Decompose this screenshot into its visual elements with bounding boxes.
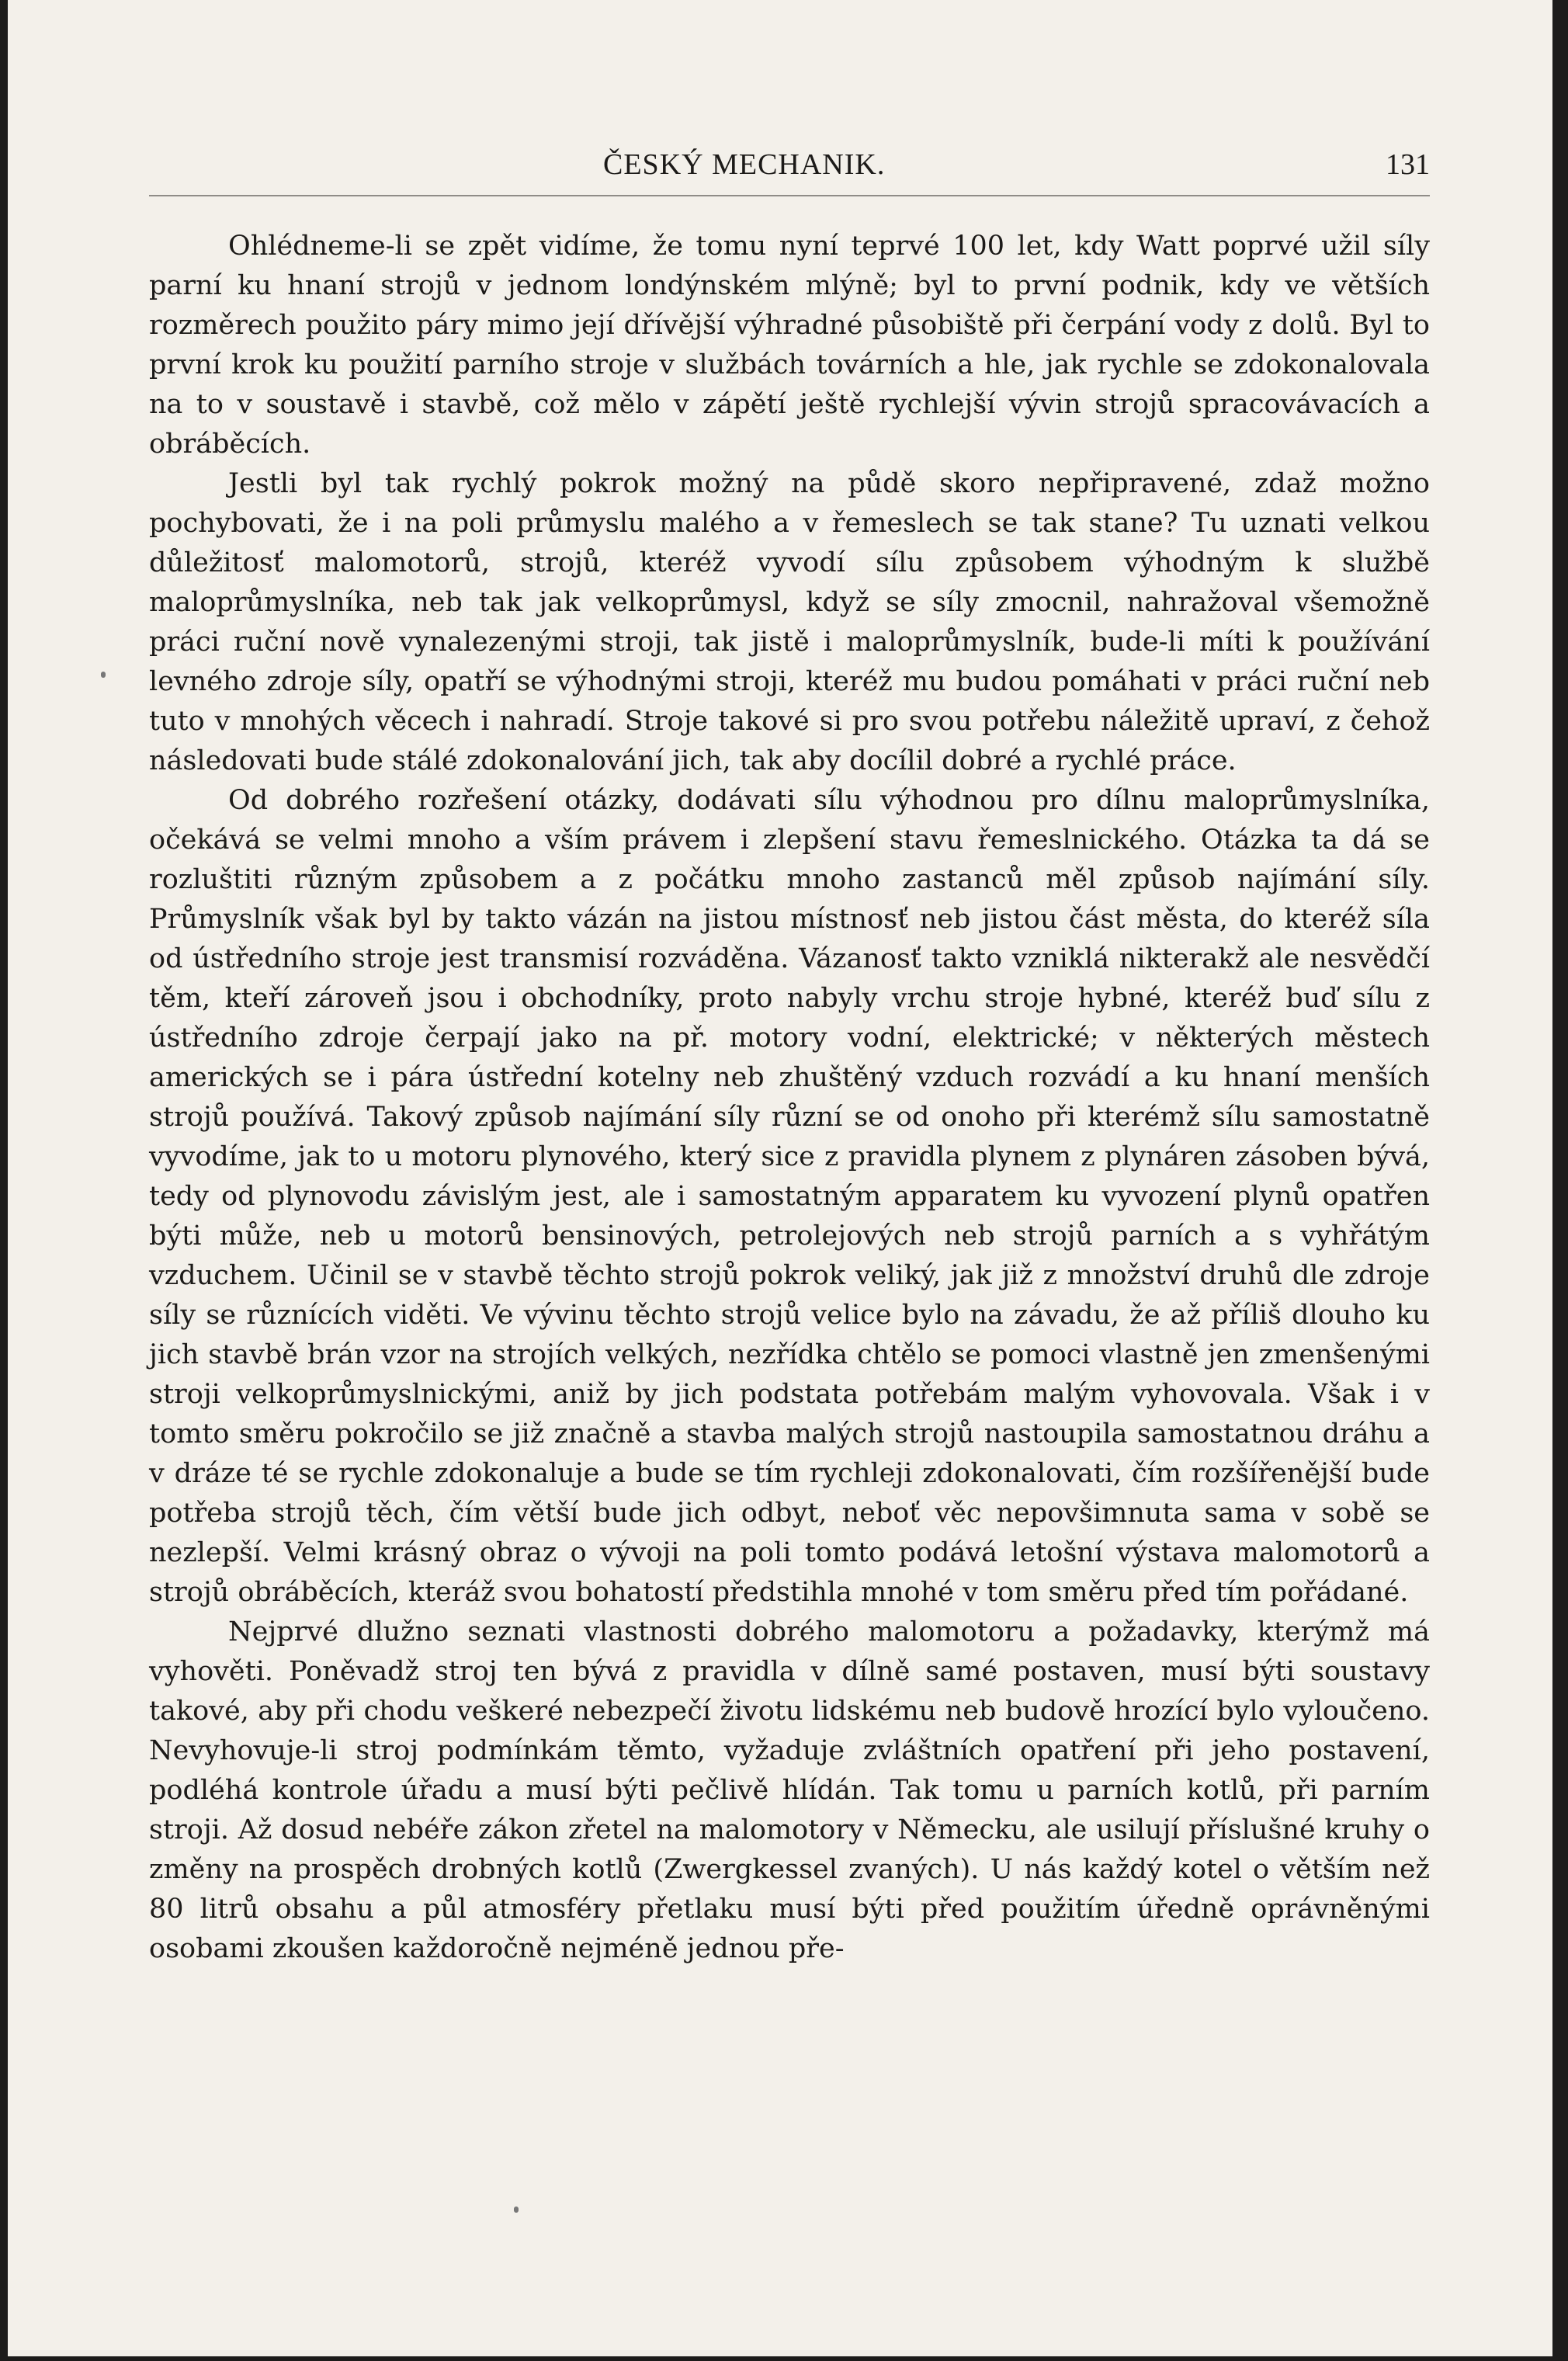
ink-speck xyxy=(101,672,106,678)
page-header xyxy=(149,148,1430,194)
paragraph: Nejprvé dlužno seznati vlastnosti dobrého malomotoru a požadavky, kterýmž má vyhověti. Poněvadž stroj ten bývá z pravidla v dílně samé postaven, musí býti soustavy takové, aby při chodu veškeré nebezpečí životu lidskému neb budově hrozící bylo vyloučeno. Nevyhovuje-li stroj podmínkám těmto, vyžaduje zvláštních opatření při jeho postavení, podléhá kontrole úřadu a musí býti pečlivě hlídán. Tak tomu u parních kotlů, při parním stroji. Až dosud nebéře zákon zřetel na malomotory v Německu, ale usilují příslušné kruhy o změny na prospěch drobných kotlů (Zwergkessel zvaných). U nás každý kotel o větším než 80 litrů obsahu a půl atmosféry přetlaku musí býti před použitím úředně oprávněnými osobami zkoušen každoročně nejméně jednou pře- xyxy=(149,1616,1430,1964)
paragraph: Jestli byl tak rychlý pokrok možný na půdě skoro nepřipravené, zdaž možno pochybovati, že i na poli průmyslu malého a v řemeslech se tak stane? Tu uznati velkou důležitosť malomotorů, strojů, kteréž vyvodí sílu způsobem výhodným k službě maloprůmyslníka, neb tak jak velkoprůmysl, když se síly zmocnil, nahražoval všemožně práci ruční nově vynalezenými stroji, tak jistě i maloprůmyslník, bude-li míti k používání levného zdroje síly, opatří se výhodnými stroji, kteréž mu budou pomáhati v práci ruční neb tuto v mnohých věcech i nahradí. Stroje takové si pro svou potřebu náležitě upraví, z čehož následovati bude stálé zdokonalování jich, tak aby docílil dobré a rychlé práce. xyxy=(149,468,1430,776)
running-title: ČESKÝ MECHANIK. xyxy=(603,148,886,181)
article-body xyxy=(149,227,1430,1969)
paragraph: Ohlédneme-li se zpět vidíme, že tomu nyní teprvé 100 let, kdy Watt poprvé užil síly parní ku hnaní strojů v jednom londýnském mlýně; byl to první podnik, kdy ve větších rozměrech použito páry mimo její dřívější výhradné působiště při čerpání vody z dolů. Byl to první krok ku použití parního stroje v službách továrních a hle, jak rychle se zdokonalovala na to v soustavě i stavbě, což mělo v zápětí ještě rychlejší vývin strojů spracovávacích a obráběcích. xyxy=(149,231,1430,460)
header-rule xyxy=(149,195,1430,196)
ink-speck xyxy=(514,2206,519,2213)
paragraph: Od dobrého rozřešení otázky, dodávati sílu výhodnou pro dílnu maloprůmyslníka, očekává se velmi mnoho a vším právem i zlepšení stavu řemeslnického. Otázka ta dá se rozluštiti různým způsobem a z počátku mnoho zastanců měl způsob najímání síly. Průmyslník však byl by takto vázán na jistou místnosť neb jistou část města, do kteréž síla od ústředního stroje jest transmisí rozváděna. Vázanosť takto vzniklá nikterakž ale nesvědčí těm, kteří zároveň jsou i obchodníky, proto nabyly vrchu stroje hybné, kteréž buď sílu z ústředního zdroje čerpají jako na př. motory vodní, elektrické; v některých městech amerických se i pára ústřední kotelny neb zhuštěný vzduch rozvádí a ku hnaní menších strojů používá. Takový způsob najímání síly různí se od onoho při kterémž sílu samostatně vyvodíme, jak to u motoru plynového, který sice z pravidla plynem z plynáren zásoben bývá, tedy od plynovodu závislým jest, ale i samostatným apparatem ku vyvození plynů opatřen býti může, neb u motorů bensinových, petrolejových neb strojů parních a s vyhřátým vzduchem. Učinil se v stavbě těchto strojů pokrok veliký, jak již z množství druhů dle zdroje síly se různících viděti. Ve vývinu těchto strojů velice bylo na závadu, že až příliš dlouho ku jich stavbě brán vzor na strojích velkých, nezřídka chtělo se pomoci vlastně jen zmenšenými stroji velkoprůmyslnickými, aniž by jich podstata potřebám malým vyhovovala. Však i v tomto směru pokročilo se již značně a stavba malých strojů nastoupila samostatnou dráhu a v dráze té se rychle zdokonaluje a bude se tím rychleji zdokonalovati, čím rozšířenější bude potřeba strojů těch, čím větší bude jich odbyt, neboť věc nepovšimnuta sama v sobě se nezlepší. Velmi krásný obraz o vývoji na poli tomto podává letošní výstava malomotorů a strojů obráběcích, kteráž svou bohatostí předstihla mnohé v tom směru před tím pořádané. xyxy=(149,785,1430,1608)
page-number: 131 xyxy=(1386,148,1430,181)
